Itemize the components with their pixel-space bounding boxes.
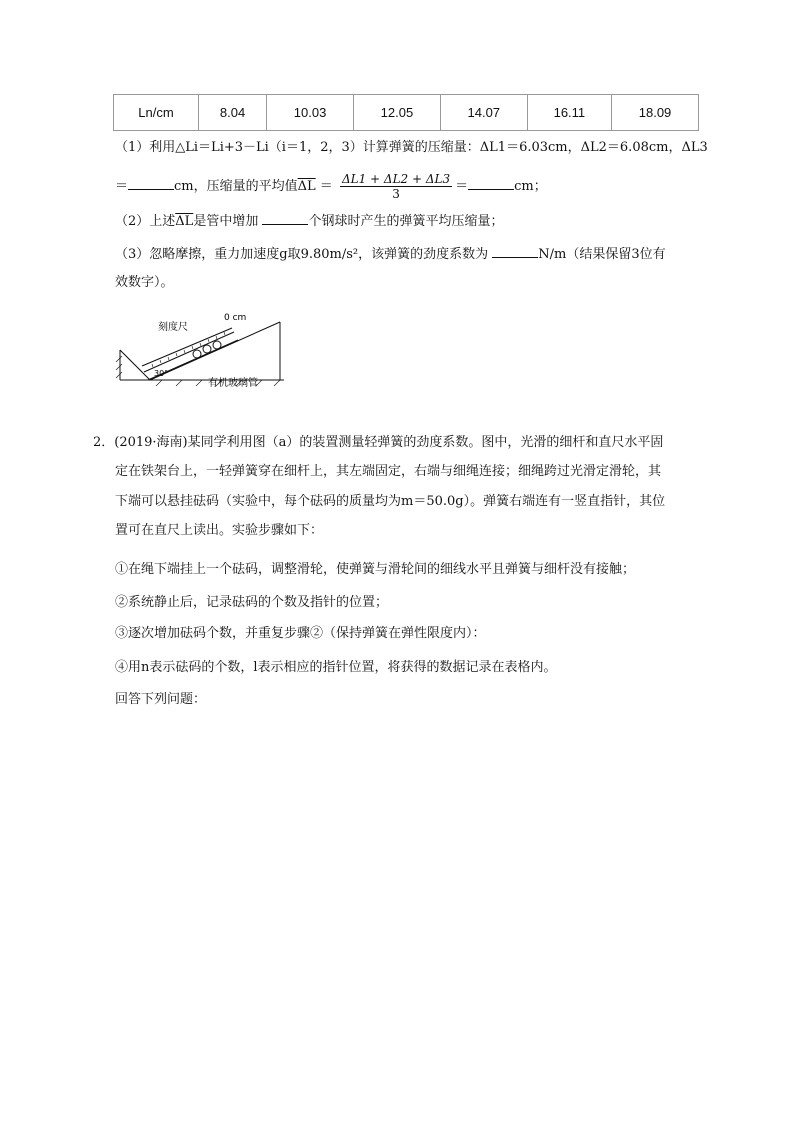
- average-fraction: [340, 172, 452, 201]
- fraction-denominator: 3: [392, 187, 400, 201]
- answer-blank-2[interactable]: [468, 175, 514, 190]
- table-cell: 16.11: [527, 95, 611, 131]
- table-cell: 14.07: [440, 95, 527, 131]
- problem2-line: 置可在直尺上读出。实验步骤如下：: [115, 523, 324, 538]
- answer-blank-1[interactable]: [128, 175, 174, 190]
- table-cell: 10.03: [267, 95, 354, 131]
- q3-post: N/m（结果保留3位有: [538, 247, 666, 262]
- fraction-equals: ＝: [319, 179, 333, 194]
- data-table: [113, 94, 699, 131]
- q1-text: cm，压缩量的平均值: [174, 179, 298, 194]
- apparatus-figure: [112, 308, 292, 388]
- tube-label: 有机玻璃管: [208, 378, 258, 388]
- avg-symbol: $\overline{\Delta L}$: [297, 179, 316, 194]
- step-1: ①在绳下端挂上一个砝码，调整滑轮，使弹簧与滑轮间的细线水平且弹簧与细杆没有接触；: [115, 562, 636, 577]
- q1-eq2: ＝: [455, 179, 469, 194]
- fraction-numerator: ΔL1 + ΔL2 + ΔL3: [341, 172, 451, 186]
- table-row: [114, 95, 699, 131]
- q3-line1: [115, 243, 666, 265]
- step-3: ③逐次增加砝码个数，并重复步骤②（保持弹簧在弹性限度内）：: [115, 626, 486, 641]
- problem2-line: 下端可以悬挂砝码（实验中，每个砝码的质量均为m＝50.0g）。弹簧右端连有一竖直指针，其位: [115, 494, 666, 509]
- ruler-label: 刻度尺: [158, 322, 188, 333]
- problem2-line: 2．(2019·海南)某同学利用图（a）的装置测量轻弹簧的劲度系数。图中，光滑的细杆和直尺水平固: [93, 435, 664, 450]
- table-cell: Ln/cm: [114, 95, 199, 131]
- answer-blank-4[interactable]: [492, 243, 538, 258]
- problem2-line: 定在铁架台上，一轻弹簧穿在细杆上，其左端固定，右端与细绳连接；细绳跨过光滑定滑轮，其: [115, 464, 662, 479]
- q1-line1: （1）利用△Li＝Li+3－Li（i＝1，2，3）计算弹簧的压缩量：ΔL1＝6.03cm，ΔL2＝6.08cm，ΔL3: [115, 140, 708, 155]
- q3-pre: （3）忽略摩擦，重力加速度g取9.80m/s²，该弹簧的劲度系数为: [115, 247, 489, 262]
- q2-post: 个钢球时产生的弹簧平均压缩量；: [308, 214, 504, 229]
- q1-line2: [115, 172, 547, 201]
- q2-mid: 是管中增加: [193, 214, 259, 229]
- step-2: ②系统静止后，记录砝码的个数及指针的位置；: [115, 595, 389, 610]
- answer-blank-3[interactable]: [262, 210, 308, 225]
- q2-pre: （2）上述: [115, 214, 176, 229]
- table-cell: 12.05: [353, 95, 440, 131]
- table-cell: 8.04: [199, 95, 267, 131]
- q3-line2: 效数字）。: [115, 275, 174, 290]
- table-cell: 18.09: [612, 95, 699, 131]
- avg-symbol: $\overline{\Delta L}$: [175, 214, 194, 229]
- q1-unit: cm；: [514, 179, 547, 194]
- step-4: ④用n表示砝码的个数，l表示相应的指针位置，将获得的数据记录在表格内。: [115, 660, 557, 675]
- q1-eq: ＝: [115, 179, 129, 194]
- angle-label: 30°: [154, 369, 169, 378]
- answer-prompt: 回答下列问题：: [115, 692, 207, 707]
- q2-line: [115, 210, 503, 232]
- zero-label: 0 cm: [224, 313, 247, 323]
